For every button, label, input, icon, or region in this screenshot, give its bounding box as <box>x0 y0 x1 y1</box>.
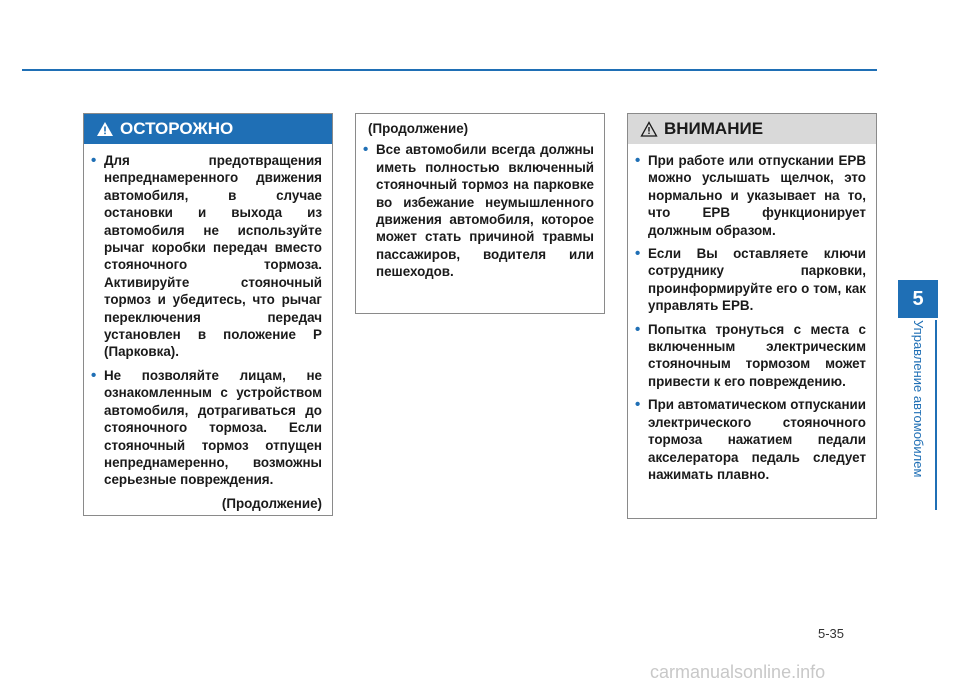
continued-item: • Все автомобили всегда должны иметь полностью включенный стояночный тормоз на парковке во избежание неумышленного движения автомобиля, которое может стать причиной травмы пассажиров, водителя или пешеходов. <box>368 141 594 280</box>
chapter-rule <box>935 320 937 510</box>
warning-body <box>84 144 332 518</box>
continued-body <box>356 114 604 293</box>
caution-title: ВНИМАНИЕ <box>664 119 764 138</box>
chapter-tab[interactable]: 5 <box>898 280 938 318</box>
top-rule <box>22 69 877 71</box>
continued-box <box>355 113 605 314</box>
chapter-title: Управление автомобилем <box>911 320 926 478</box>
warning-box <box>83 113 333 516</box>
caution-box <box>627 113 877 519</box>
warning-item: • Для предотвращения непреднамеренного движения автомобиля, в случае остановки и выхода из автомобиля не используйте рычаг коробки передач вместо стояночного тормоза. Активируйте стояночный тормоз и убедитесь, что рычаг переключения передач установлен в положение P (Парковка). <box>96 152 322 361</box>
warning-triangle-icon <box>96 121 114 137</box>
caution-item: • Если Вы оставляете ключи сотруднику парковки, проинформируйте его о том, как управлять EPB. <box>640 245 866 315</box>
page-number: 5-35 <box>818 626 845 641</box>
warning-item: • Не позволяйте лицам, не ознакомленным с устройством автомобиля, дотрагиваться до стояночного тормоза. Если стояночный тормоз отпущен непреднамеренно, возможны серьезные повреждения. <box>96 367 322 489</box>
caution-item: • При автоматическом отпускании электрического стояночного тормоза нажатием педали акселератора педаль следует нажимать плавно. <box>640 396 866 483</box>
continued-header: (Продолжение) <box>368 121 469 136</box>
watermark: carmanualsonline.info <box>650 662 826 682</box>
warning-continued: (Продолжение) <box>221 495 322 511</box>
caution-item: • При работе или отпускании EPB можно услышать щелчок, это нормально и указывает на то, что EPB функционирует должным образом. <box>640 152 866 239</box>
warning-title: ОСТОРОЖНО <box>120 119 234 138</box>
caution-item: • Попытка тронуться с места с включенным электрическим стояночным тормозом может привести к его повреждению. <box>640 321 866 391</box>
warning-header <box>84 114 332 144</box>
caution-triangle-icon <box>640 121 658 137</box>
caution-body <box>628 144 876 495</box>
caution-header <box>628 114 876 144</box>
